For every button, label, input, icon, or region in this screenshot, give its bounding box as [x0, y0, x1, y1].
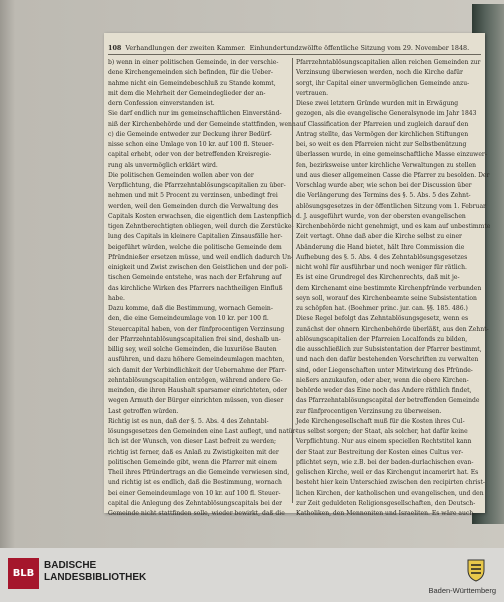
text-line: Jede Kirchengesellschaft muß für die Kosten ihres Cul- [296, 417, 465, 425]
text-line: lich ist der Wunsch, von dieser Last befreit zu werden; [108, 438, 277, 446]
text-line: fen, bezirksweise unter kirchliche Verwaltungen zu stellen [296, 161, 477, 169]
text-line: dem Kirchenamt eine bestimmte Kirchenpfründe verbunden [296, 284, 482, 292]
text-line: auf Classification der Pfarreien und zugleich darauf den [296, 120, 469, 128]
text-line: der Pfarrzehntablösungscapitalien frei sind, deshalb un- [108, 335, 281, 343]
text-line: nahme nicht ein Gemeindebeschluß zu Stande kommt, [108, 79, 276, 87]
text-line: wegen Armuth der Bürger einrichten müssen, von dieser [108, 397, 284, 405]
text-line: Sie darf endlich nur im gemeinschaftlichen Einverständ- [108, 110, 282, 118]
text-line: ablösungsgesetzes in der öffentlichen Sitzung vom 1. Februar [296, 202, 486, 210]
text-line: den, die eine Gemeindeumlage von 10 kr. per 100 fl. [108, 315, 269, 323]
text-line: vertrauen. [296, 89, 329, 97]
text-line: Steuercapital haben, von der fünfprocentigen Verzinsung [108, 325, 285, 333]
text-line: Antrag stellte, das Vermögen der kirchlichen Stiftungen [296, 130, 469, 138]
text-line: gelischen Kirche, weil er das Kirchengut incamerirt hat. Es [296, 469, 479, 476]
text-line: politischen Gemeinde gibt, wenn die Pfarrer mit einem [108, 458, 277, 466]
text-line: überlassen wurde, in eine gemeinschaftliche Masse einzuwer- [296, 151, 487, 159]
text-line: werden, weil den Gemeinden durch die Verwaltung des [108, 202, 279, 210]
text-line: und nach den dafür bestehenden Vorschriften zu verwalten [296, 356, 479, 364]
text-line: die ausschließlich zur Subsistentation der Pfarrer bestimmt, [296, 346, 482, 353]
text-line: einigkeit und Zwist zwischen den Geistlichen und der poli- [108, 264, 289, 271]
text-line: lung des Capitals in kleinere Capitalien Zinsausfälle her- [108, 233, 283, 241]
library-name-line1: BADISCHE [44, 560, 97, 571]
text-line: capital erhebt, oder von der betreffenden Kreisregie- [108, 151, 272, 159]
text-line: zur fünfprocentigen Verzinsung zu überweisen. [296, 407, 442, 415]
text-line: seyn soll, worauf des Kirchenbeamte seine Subsistentation [296, 294, 477, 302]
text-line: zunächst der ohnern Kirchenbehörde überläßt, aus den Zehnt- [296, 325, 489, 333]
header-left-title: Verhandlungen der zweiten Kammer. [125, 44, 246, 52]
text-line: das kirchliche Wirken des Pfarrers nachtheiligen Einfluß [108, 284, 283, 292]
text-line: Diese Regel befolgt das Zehntablösungsgesetz, wenn es [296, 315, 469, 323]
text-line: habe. [108, 294, 125, 302]
text-line: sich damit der Verbindlichkeit der Uebernahme der Pfarr- [108, 366, 287, 374]
text-line: und aus dieser allgemeinen Casse die Pfarrer zu besolden. Der [296, 171, 490, 179]
text-line: nießers anzukaufen, oder aber, wenn die obere Kirchen- [296, 376, 469, 384]
text-line: c) die Gemeinde entweder zur Deckung ihrer Bedürf- [108, 130, 272, 138]
text-line: Gemeinde nicht stattfinden solle, wieder bewirkt, daß die [108, 510, 285, 517]
text-line: zur Zeit geduldeten Religionsgesellschaften, den Deutsch- [296, 499, 476, 507]
left-column [108, 58, 298, 519]
text-line: Pfründnießer ersetzen müsse, und weil endlich dadurch Un- [108, 253, 294, 261]
text-line: capital die Anlegung des Zehntablösungscapitals bei der [108, 499, 283, 507]
text-line: Die politischen Gemeinden wollen aber von der [108, 171, 254, 179]
text-line: und richtig ist es endlich, daß die Bestimmung, wornach [108, 479, 282, 487]
text-line: pflichtet seyn, wie z.B. bei der baden-durlachischen evan- [296, 458, 474, 466]
text-line: nicht wohl für ausführbar und noch weniger für rätlich. [296, 264, 467, 271]
running-header [108, 43, 481, 55]
page-content [108, 43, 491, 517]
text-line: Abänderung die Hand bietet, hält Ihre Commission die [296, 243, 465, 251]
text-line: Last getroffen würden. [108, 407, 179, 415]
right-column [296, 58, 491, 519]
text-line: Kirchenbehörde nicht genehmigt, und es kam auf unbestimmte [296, 223, 491, 230]
text-line: richtig ist ferner, daß es Anlaß zu Zwistigkeiten mit der [108, 448, 279, 456]
text-line: Vorschlag wurde aber, wie schon bei der Discussion über [296, 182, 472, 189]
text-line: b) wenn in einer politischen Gemeinde, in der verschie- [108, 59, 279, 66]
text-line: Katholiken, den Mennoniten und Israeliten. Es wäre auch [296, 510, 474, 517]
text-line: Verpflichtung. Nur aus einem speciellen Rechtstitel kann [296, 438, 472, 446]
text-line: Diese zwei letztern Gründe wurden mit in Erwägung [296, 100, 459, 107]
text-line: Dazu komme, daß die Bestimmung, wornach Gemein- [108, 305, 273, 312]
library-name-line2: LANDESBIBLIOTHEK [44, 572, 147, 583]
text-line: tus selbst sorgen; der Staat, als solcher, hat dafür keine [296, 428, 468, 435]
text-line: Richtig ist es nun, daß der §. 5. Abs. 4 des Zehntabl- [108, 417, 269, 425]
header-right-title: Einhundertundzwölfte öffentliche Sitzung vom 29. November 1848. [249, 44, 470, 52]
text-line: mit dem die Mehrheit der Gemeindeglieder der an- [108, 89, 266, 97]
text-line: Zeit vertagt. Ohne daß aber die Kirche selbst zu einer [296, 233, 462, 241]
text-line: der Staat zur Bestreitung der Kosten eines Cultus ver- [296, 448, 464, 456]
text-line: beigeführt würden, welche die politische Gemeinde dem [108, 243, 282, 251]
text-line: lichen Kirchen, der katholischen und evangelischen, und den [296, 489, 484, 497]
text-line: billig sey, weil solche Gemeinden, die luxuriöse Bauten [108, 346, 277, 353]
page-number: 108 [108, 44, 122, 52]
text-line: zu schöpfen hat. (Boehmer princ. jur. can. §§. 185. 486.) [296, 305, 468, 312]
text-line: Capitals Kosten erwachsen, die eigentlich dem Lastenpflich- [108, 212, 294, 220]
text-line: gezogen, als die evangelische Generalsynode im Jahr 1843 [296, 110, 477, 118]
text-line: Aufhebung des §. 5. Abs. 4 des Zehntablösungsgesetzes [296, 253, 468, 261]
text-line: Es ist eine Grundregel des Kirchenrechts, daß mit je- [296, 274, 460, 282]
text-line: nisse schon eine Umlage von 10 kr. auf 100 fl. Steuer- [108, 141, 274, 148]
text-line: meinden, die ihren Haushalt sparsamer einrichteten, oder [108, 387, 287, 394]
text-line: Pfarrzehntablösungscapitalien allen reichen Gemeinden zur [296, 59, 481, 66]
text-line: sorgt, ihr Capital einer unvermöglichen Gemeinde anzu- [296, 79, 470, 87]
text-line: zehntablösungscapitalien entzögen, während andere Ge- [108, 376, 283, 384]
text-line: bei, so weit es den Pfarreien nicht zur Selbstbenützung [296, 141, 467, 148]
text-line: das Pfarrzehntablösungscapital der betreffenden Gemeinde [296, 397, 480, 405]
text-line: nehmen und mit 5 Procent zu verzinsen, unbedingt frei [108, 192, 278, 200]
text-line: die Verlängerung des Termins des §. 5. Abs. 5 des Zehnt- [296, 192, 471, 200]
text-columns [108, 58, 491, 517]
library-footer [0, 548, 504, 602]
text-line: rung als unvermöglich erklärt wird. [108, 161, 218, 169]
text-line: dern Confession einverstanden ist. [108, 100, 215, 107]
text-line: Verzinsung überwiesen werden, noch die Kirche dafür [296, 69, 463, 77]
text-line: tischen Gemeinde entstehe, was nach der Erfahrung auf [108, 274, 282, 282]
text-line: behörde weder das Eine noch das Andere räthlich findet, [296, 387, 472, 394]
text-line: tigen Zehntberechtigten obliegen, weil durch die Zerstücke- [108, 223, 294, 230]
column-divider [292, 58, 293, 503]
text-line: lösungsgesetzes den Gemeinden eine Last auflegt, und natür- [108, 428, 298, 435]
library-name [44, 560, 146, 584]
text-line: ausführen, und dazu höhere Gemeindeumlagen machten, [108, 356, 285, 364]
text-line: dene Kirchengemeinden sich befinden, für die Ueber- [108, 69, 273, 77]
state-label: Baden-Württemberg [428, 586, 496, 595]
text-line: niß der Kirchenbehörde und der Gemeinde stattfinden, wenn [108, 120, 296, 128]
text-line: bei einer Gemeindeumlage von 10 kr. auf 100 fl. Steuer- [108, 489, 281, 497]
text-line: ablösungscapitalien der Pfarreien Localfonds zu bilden, [296, 335, 468, 343]
text-line: Theil ihres Pfründertrags an die Gemeinde verwiesen sind, [108, 469, 290, 476]
text-line: sind, oder Liegenschaften unter Mitwirkung des Pfründe- [296, 366, 473, 374]
coat-of-arms-icon [462, 556, 490, 584]
document-page [104, 33, 491, 517]
text-line: besteht hier kein Unterschied zwischen den recipirten christ- [296, 479, 485, 487]
blb-logo: BLB [8, 558, 39, 589]
text-line: Verpflichtung, die Pfarrzehntablösungscapitalien zu über- [108, 182, 286, 189]
text-line: d. J. ausgeführt wurde, von der obersten evangelischen [296, 212, 466, 220]
